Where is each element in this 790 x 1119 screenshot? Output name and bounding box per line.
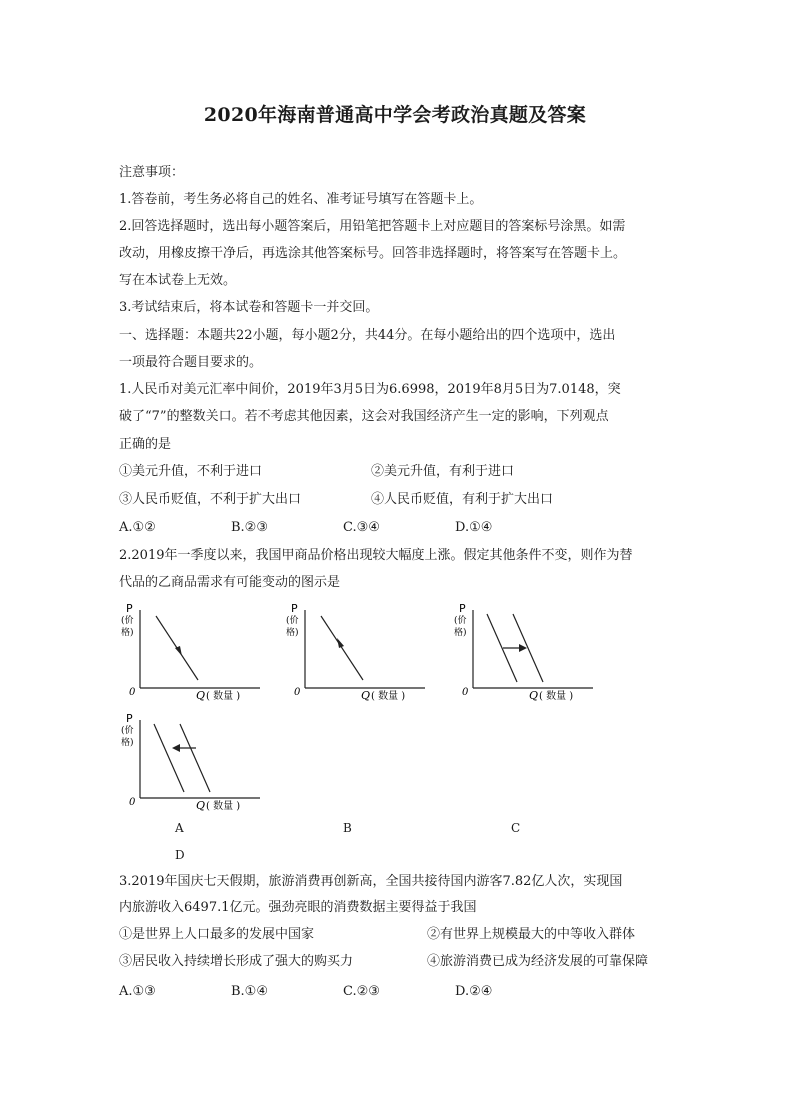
notice-item: 改动，用橡皮擦干净后，再选涂其他答案标号。回答非选择题时，将答案写在答题卡上。 [119,246,627,261]
axis-qty-label: ( 数量 ) [206,691,241,702]
origin-label: 0 [129,687,136,698]
graph-d [118,712,268,812]
q1-stem: 1.人民币对美元汇率中间价，2019年3月5日为6.6998，2019年8月5日为7.0148，突 [119,382,621,397]
axis-price-label-bottom: 格) [121,738,134,748]
q2-stem: 代品的乙商品需求有可能变动的图示是 [119,575,341,590]
q3-stem: 3.2019年国庆七天假期，旅游消费再创新高，全国共接待国内游客7.82亿人次，实现国 [119,874,623,889]
q3-choice-a: A.①③ [119,984,156,999]
origin-label: 0 [462,687,469,698]
axis-q-label: Q [361,689,371,702]
q3-option-2: ②有世界上规模最大的中等收入群体 [427,927,636,942]
section-heading-cont: 一项最符合题目要求的。 [119,355,263,370]
axis-p-label: P [459,602,466,615]
q1-choice-b: B.②③ [231,520,268,535]
demand-curve [321,616,363,680]
origin-label: 0 [294,687,301,698]
axis-price-label-bottom: 格) [121,628,134,638]
section-heading: 一、选择题：本题共22小题，每小题2分，共44分。在每小题给出的四个选项中，选出 [119,328,616,343]
graph-label-d: D [175,848,185,862]
axis-qty-label: ( 数量 ) [206,801,241,812]
axis-qty-label: ( 数量 ) [539,691,574,702]
notice-item: 3.考试结束后，将本试卷和答题卡一并交回。 [119,300,379,315]
axis-q-label: Q [196,799,206,812]
q3-choice-d: D.②④ [455,984,493,999]
axis-price-label-top: (价 [121,616,134,626]
graph-a [118,602,268,702]
q3-choice-c: C.②③ [343,984,380,999]
q3-stem: 内旅游收入6497.1亿元。强劲亮眼的消费数据主要得益于我国 [119,900,477,915]
axis-price-label-top: (价 [454,616,467,626]
origin-label: 0 [129,797,136,808]
graph-label-a: A [175,821,184,835]
axis-price-label-top: (价 [286,616,299,626]
axis-p-label: P [126,602,133,615]
q1-choice-c: C.③④ [343,520,380,535]
q1-stem: 正确的是 [119,437,172,452]
axis-q-label: Q [196,689,206,702]
graph-label-c: C [511,821,521,835]
q2-stem: 2.2019年一季度以来，我国甲商品价格出现较大幅度上涨。假定其他条件不变，则作为替 [119,548,633,563]
q3-option-4: ④旅游消费已成为经济发展的可靠保障 [427,954,649,969]
axis-qty-label: ( 数量 ) [371,691,406,702]
q3-option-1: ①是世界上人口最多的发展中国家 [119,927,315,942]
q1-option-2: ②美元升值，有利于进口 [371,464,515,479]
q1-option-1: ①美元升值，不利于进口 [119,464,263,479]
graph-label-b: B [343,821,352,835]
q3-option-3: ③居民收入持续增长形成了强大的购买力 [119,954,354,969]
q1-choice-a: A.①② [119,520,156,535]
demand-curve-shifted [154,724,184,792]
page-title: 2020年海南普通高中学会考政治真题及答案 [203,104,587,126]
notice-heading: 注意事项： [119,165,185,180]
arrow-right-icon [519,644,527,652]
q1-choice-d: D.①④ [455,520,493,535]
arrow-up-icon [337,638,344,648]
axis-price-label-bottom: 格) [286,628,299,638]
q1-option-3: ③人民币贬值，不利于扩大出口 [119,492,302,507]
axis-q-label: Q [529,689,539,702]
graph-c [451,602,601,702]
axis-price-label-bottom: 格) [454,628,467,638]
notice-item: 写在本试卷上无效。 [119,273,237,288]
q1-option-4: ④人民币贬值，有利于扩大出口 [371,492,554,507]
graph-b [283,602,433,702]
axis-p-label: P [291,602,298,615]
arrow-left-icon [172,744,180,752]
demand-curve-original [180,724,210,792]
q1-stem: 破了“7”的整数关口。若不考虑其他因素，这会对我国经济产生一定的影响，下列观点 [119,409,609,424]
notice-item: 1.答卷前，考生务必将自己的姓名、准考证号填写在答题卡上。 [119,192,483,207]
axis-p-label: P [126,712,133,725]
notice-item: 2.回答选择题时，选出每小题答案后，用铅笔把答题卡上对应题目的答案标号涂黑。如需 [119,219,626,234]
q3-choice-b: B.①④ [231,984,268,999]
axis-price-label-top: (价 [121,726,134,736]
